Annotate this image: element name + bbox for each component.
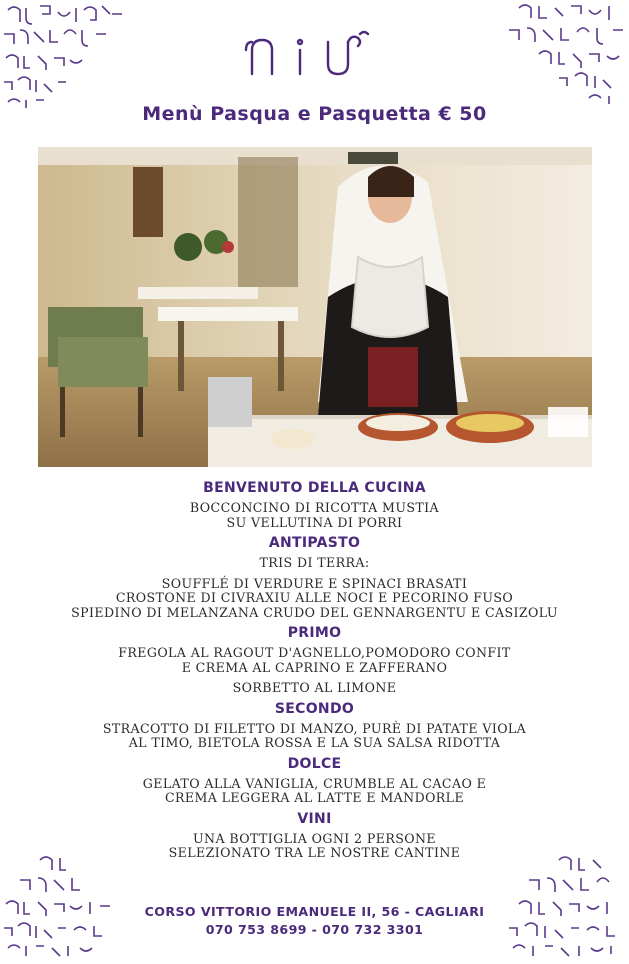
address: CORSO VITTORIO EMANUELE II, 56 - CAGLIARI	[144, 904, 485, 919]
chef-photo	[38, 147, 592, 467]
menu-line: CROSTONE DI CIVRAXIU ALLE NOCI E PECORINO FUSO	[115, 590, 514, 605]
section-heading-dolce: DOLCE	[287, 755, 342, 772]
section-heading-primo: PRIMO	[287, 625, 342, 641]
menu-line: STRACOTTO DI FILETTO DI MANZO, PURÈ DI PATATE VIOLA	[102, 720, 527, 736]
section-heading-vini: VINI	[297, 810, 332, 827]
brand-logo	[0, 28, 629, 90]
menu-line: SU VELLUTINA DI PORRI	[226, 514, 403, 530]
menu-line: E CREMA AL CAPRINO E ZAFFERANO	[181, 659, 448, 675]
contact-footer	[0, 903, 629, 939]
menu-title: Menù Pasqua e Pasquetta € 50	[142, 103, 487, 125]
menu-line: UNA BOTTIGLIA OGNI 2 PERSONE	[193, 830, 436, 846]
phone-numbers: 070 753 8699 - 070 732 3301	[205, 922, 424, 937]
section-heading-welcome: BENVENUTO DELLA CUCINA	[203, 480, 426, 496]
menu-line: FREGOLA AL RAGOUT D'AGNELLO,POMODORO CONFIT	[118, 645, 511, 660]
section-heading-antipasto: ANTIPASTO	[268, 535, 361, 551]
menu-line: SORBETTO AL LIMONE	[232, 680, 397, 695]
menu-line: TRIS DI TERRA:	[259, 555, 370, 570]
menu-line: SELEZIONATO TRA LE NOSTRE CANTINE	[168, 845, 461, 860]
menu-line: BOCCONCINO DI RICOTTA MUSTIA	[189, 500, 440, 515]
menu-line: CREMA LEGGERA AL LATTE E MANDORLE	[164, 790, 465, 805]
menu-list	[0, 478, 629, 861]
menu-line: SPIEDINO DI MELANZANA CRUDO DEL GENNARGENTU E CASIZOLU	[71, 604, 558, 620]
menu-line: GELATO ALLA VANIGLIA, CRUMBLE AL CACAO E	[142, 775, 487, 791]
section-heading-secondo: SECONDO	[274, 700, 355, 717]
menu-line: SOUFFLÉ DI VERDURE E SPINACI BRASATI	[161, 575, 468, 591]
menu-line: AL TIMO, BIETOLA ROSSA E LA SUA SALSA RIDOTTA	[128, 735, 501, 750]
